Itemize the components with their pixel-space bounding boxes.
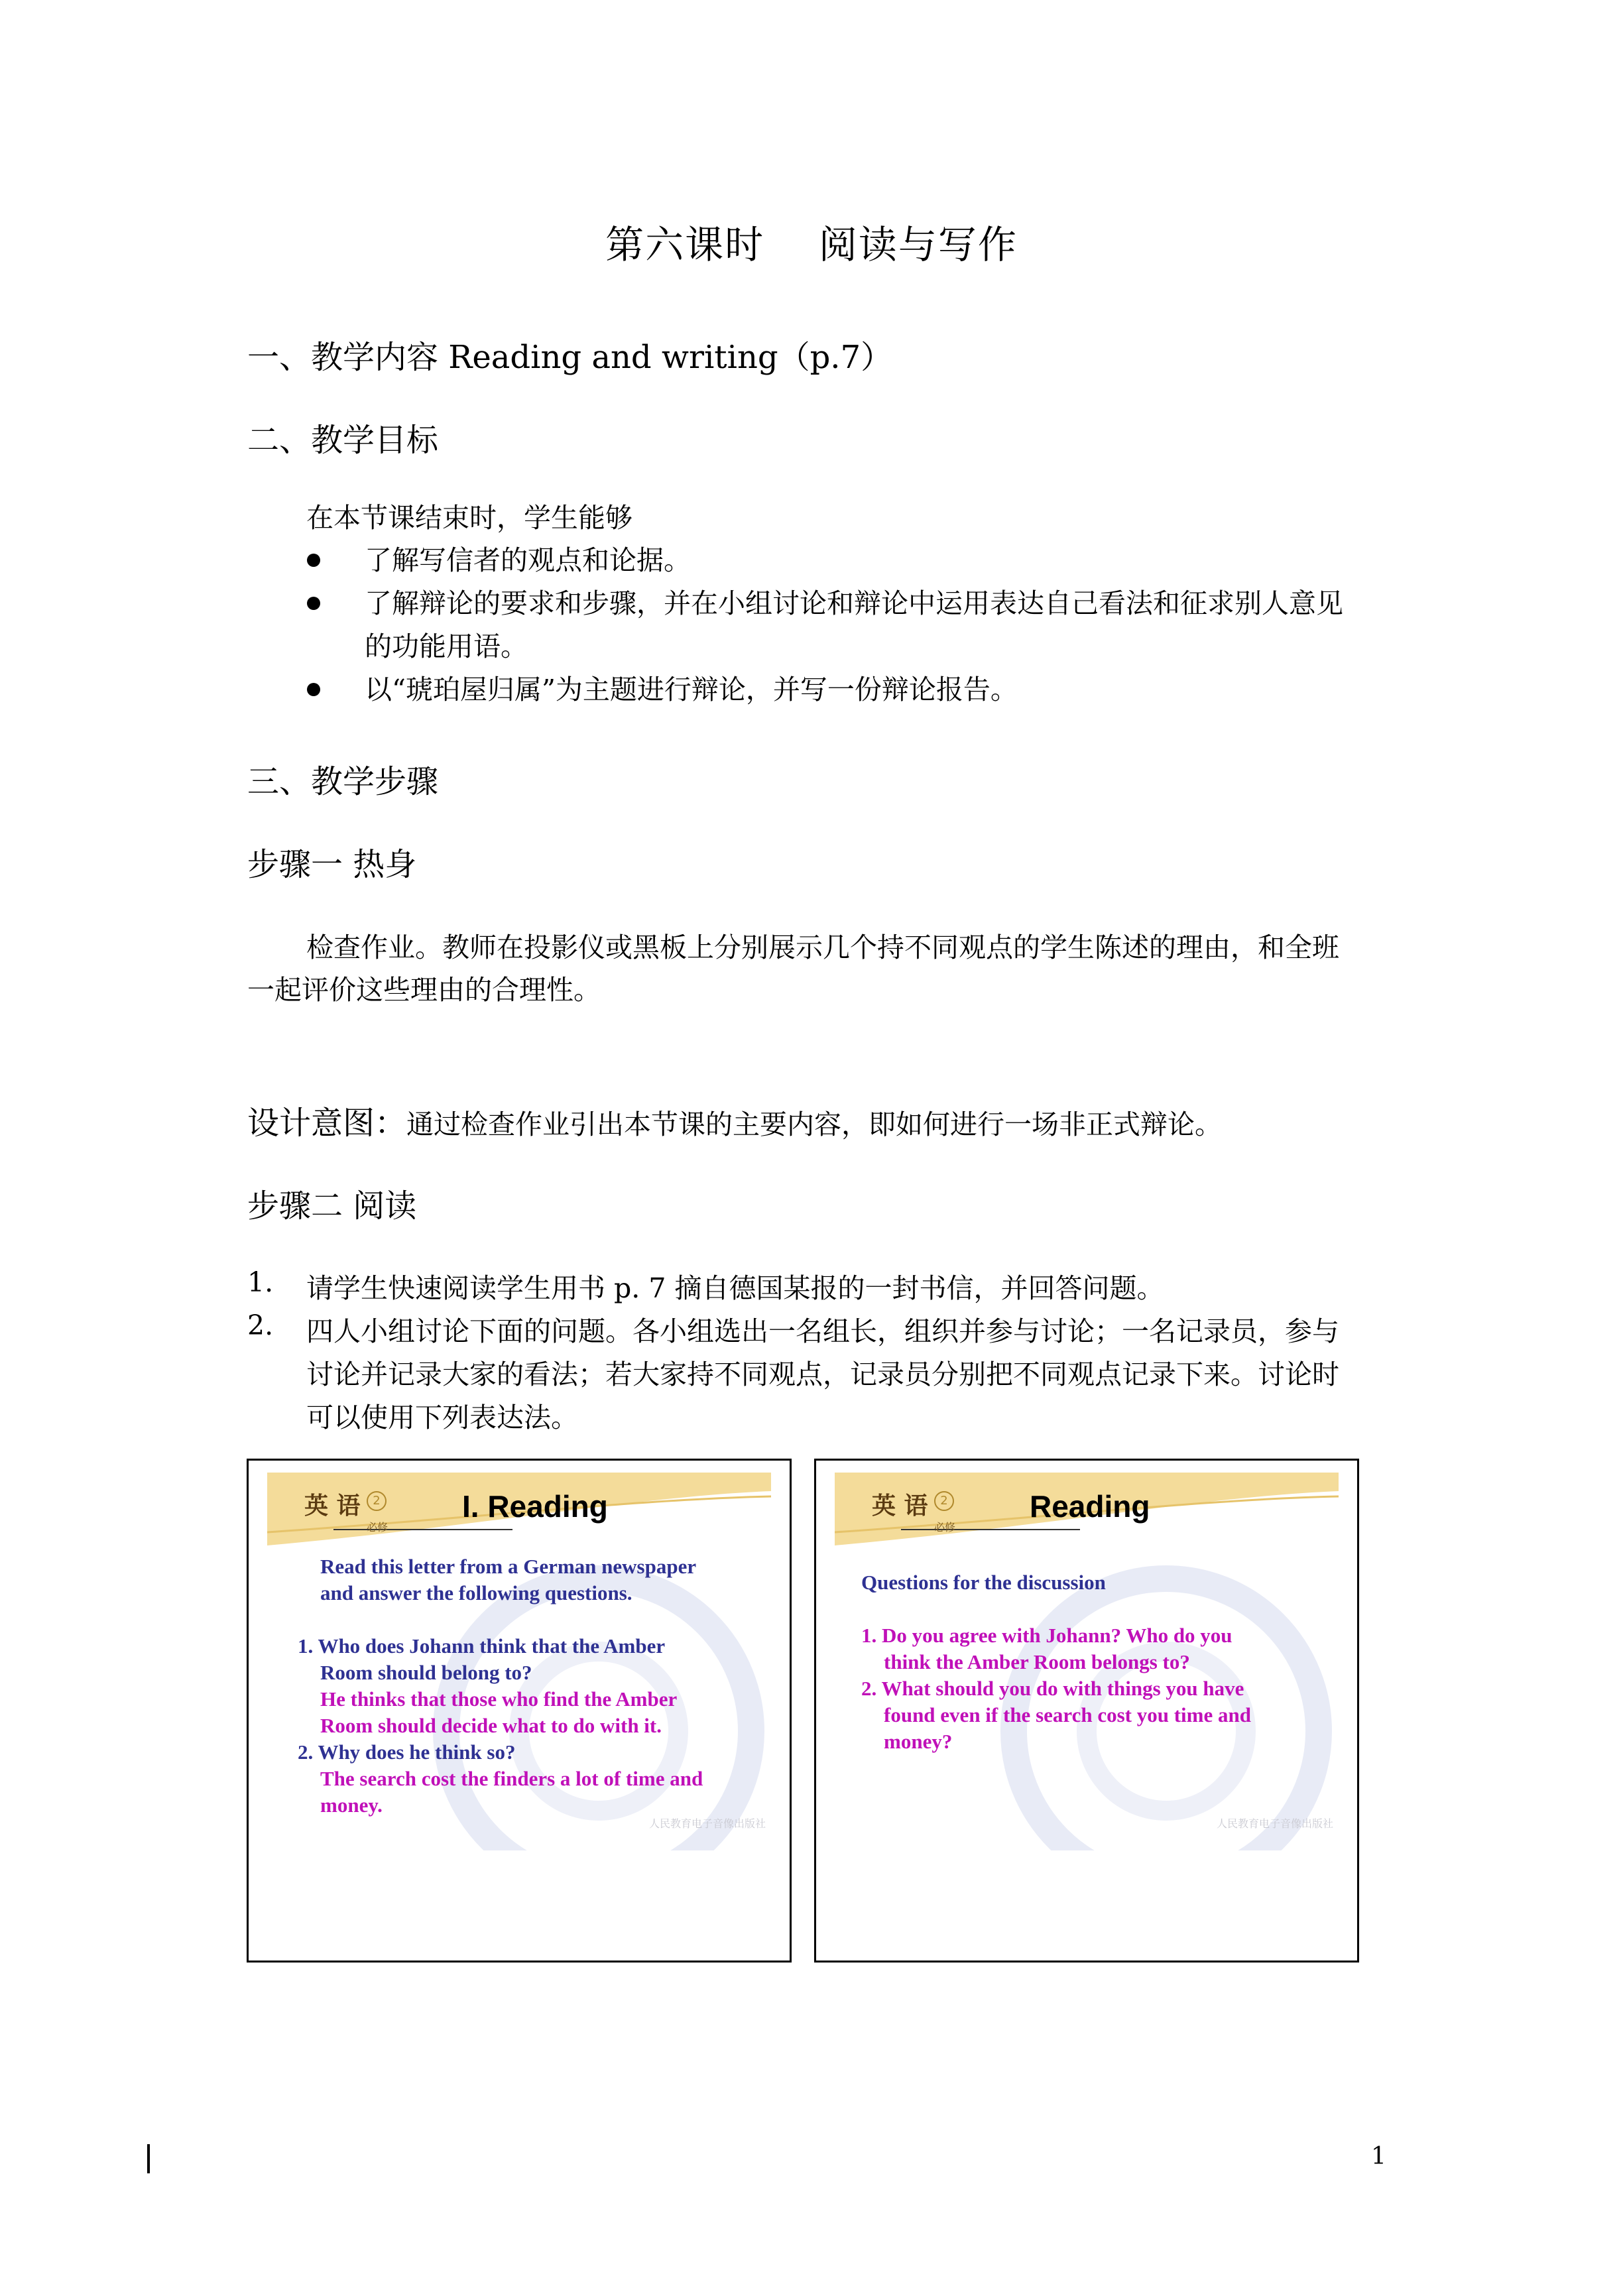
section-goals: 二、教学目标 xyxy=(247,422,439,459)
bullet-icon xyxy=(307,597,320,610)
slide-thumbnail-discussion-questions xyxy=(814,1459,1359,1963)
margin-bar xyxy=(147,2144,150,2173)
logo-subtitle: 必修 xyxy=(934,1521,956,1534)
section-steps: 三、教学步骤 xyxy=(247,763,439,800)
step1-paragraph-line1: 检查作业。教师在投影仪或黑板上分别展示几个持不同观点的学生陈述的理由，和全班 xyxy=(306,932,1339,963)
step1-heading: 步骤一 热身 xyxy=(247,846,417,883)
slide-text-line: found even if the search cost you time and xyxy=(884,1703,1251,1726)
slide-text-line: 2. Why does he think so? xyxy=(298,1740,516,1764)
goals-intro: 在本节课结束时，学生能够 xyxy=(306,502,632,534)
section-content: 一、教学内容 Reading and writing（p.7） xyxy=(247,339,893,376)
slide-text-line: He thinks that those who find the Amber xyxy=(320,1687,678,1711)
goal-item-1: 了解写信者的观点和论据。 xyxy=(365,544,691,576)
list-item-1: 请学生快速阅读学生用书 p. 7 摘自德国某报的一封书信，并回答问题。 xyxy=(306,1272,1164,1304)
design-intent-label: 设计意图： xyxy=(247,1105,407,1142)
slide-text-line: Questions for the discussion xyxy=(861,1571,1106,1594)
slide-thumbnail-reading-questions xyxy=(247,1459,792,1963)
step2-heading: 步骤二 阅读 xyxy=(247,1187,417,1225)
list-number: 1. xyxy=(247,1266,274,1298)
slide-content xyxy=(835,1473,1339,1850)
list-item-2-line3: 可以使用下列表达法。 xyxy=(306,1402,578,1433)
slide-text-line: money. xyxy=(320,1793,383,1817)
list-number: 2. xyxy=(247,1309,274,1341)
logo-badge: 2 xyxy=(367,1491,387,1511)
logo-text: 英 语 xyxy=(304,1492,361,1520)
logo-subtitle: 必修 xyxy=(367,1521,389,1534)
publisher-watermark: 人民教育电子音像出版社 xyxy=(1216,1817,1333,1830)
goal-item-3: 以“琥珀屋归属”为主题进行辩论，并写一份辩论报告。 xyxy=(365,674,1018,705)
design-intent-text: 通过检查作业引出本节课的主要内容，即如何进行一场非正式辩论。 xyxy=(406,1109,1223,1140)
design-intent xyxy=(247,1097,1222,1143)
page-title: 第六课时 阅读与写作 xyxy=(605,222,1018,267)
goal-item-2-continued: 的功能用语。 xyxy=(365,631,528,662)
logo-badge: 2 xyxy=(934,1491,954,1511)
bullet-icon xyxy=(307,683,320,696)
slide-title: Reading xyxy=(1030,1489,1150,1524)
logo-text: 英 语 xyxy=(872,1492,928,1520)
slide-text-line: Read this letter from a German newspaper xyxy=(320,1555,697,1578)
list-item-2-line1: 四人小组讨论下面的问题。各小组选出一名组长，组织并参与讨论；一名记录员，参与 xyxy=(306,1315,1339,1347)
publisher-watermark: 人民教育电子音像出版社 xyxy=(648,1817,766,1830)
step1-paragraph-line2: 一起评价这些理由的合理性。 xyxy=(247,974,601,1006)
slide-text-line: Room should decide what to do with it. xyxy=(320,1714,662,1737)
bullet-icon xyxy=(307,554,320,567)
slide-text-line: The search cost the finders a lot of time and xyxy=(320,1767,703,1790)
slide-text-line: 2. What should you do with things you have xyxy=(861,1677,1244,1700)
slide-title: I. Reading xyxy=(462,1489,608,1524)
list-item-2-line2: 讨论并记录大家的看法；若大家持不同观点，记录员分别把不同观点记录下来。讨论时 xyxy=(306,1359,1339,1390)
slide-text-line: think the Amber Room belongs to? xyxy=(884,1650,1190,1673)
slide-text-line: Room should belong to? xyxy=(320,1661,532,1684)
slide-text-line: 1. Do you agree with Johann? Who do you xyxy=(861,1624,1232,1647)
slide-text-line: money? xyxy=(884,1730,953,1753)
page-number: 1 xyxy=(1371,2143,1386,2170)
goal-item-2: 了解辩论的要求和步骤，并在小组讨论和辩论中运用表达自己看法和征求别人意见 xyxy=(365,587,1343,619)
slide-content xyxy=(267,1473,771,1850)
slide-text-line: 1. Who does Johann think that the Amber xyxy=(298,1634,666,1658)
slide-text-line: and answer the following questions. xyxy=(320,1581,632,1604)
